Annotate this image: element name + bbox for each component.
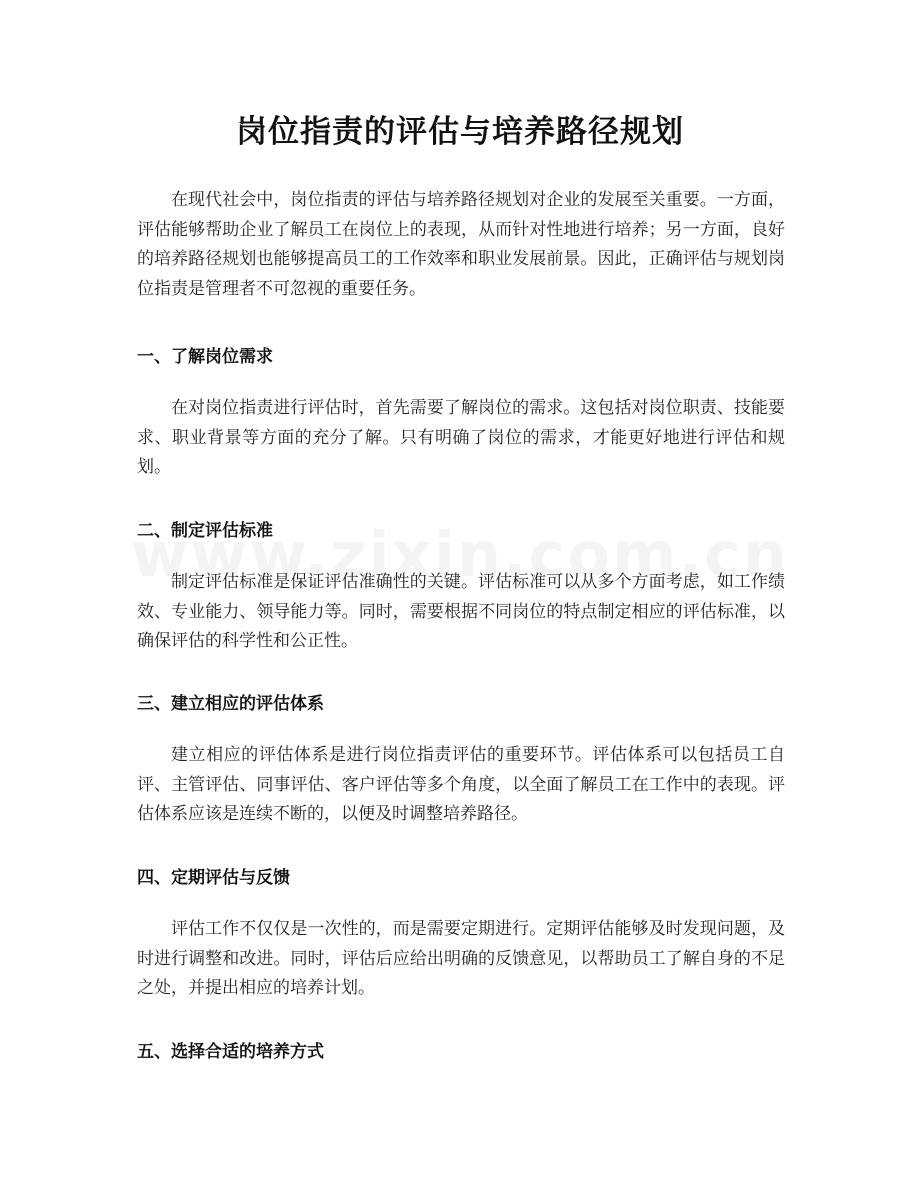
section-heading-1: 一、了解岗位需求	[137, 347, 273, 367]
section-body-2: 制定评估标准是保证评估准确性的关键。评估标准可以从多个方面考虑，如工作绩效、专业能力、领导能力等。同时，需要根据不同岗位的特点制定相应的评估标准，以确保评估的科学性和公正性。	[137, 572, 785, 651]
section-heading-3: 三、建立相应的评估体系	[137, 694, 324, 714]
section-body-1: 在对岗位指责进行评估时，首先需要了解岗位的需求。这包括对岗位职责、技能要求、职业背景等方面的充分了解。只有明确了岗位的需求，才能更好地进行评估和规划。	[137, 398, 785, 477]
section-heading-2: 二、制定评估标准	[137, 521, 273, 541]
section-heading-5: 五、选择合适的培养方式	[137, 1042, 324, 1062]
section-body-4: 评估工作不仅仅是一次性的，而是需要定期进行。定期评估能够及时发现问题，及时进行调整和改进。同时，评估后应给出明确的反馈意见，以帮助员工了解自身的不足之处，并提出相应的培养计划。	[137, 919, 785, 998]
section-heading-4: 四、定期评估与反馈	[137, 868, 290, 888]
document-title: 岗位指责的评估与培养路径规划	[236, 114, 684, 150]
intro-paragraph: 在现代社会中，岗位指责的评估与培养路径规划对企业的发展至关重要。一方面，评估能够帮助企业了解员工在岗位上的表现，从而针对性地进行培养；另一方面，良好的培养路径规划也能够提高员工的工作效率和职业发展前景。因此，正确评估与规划岗位指责是管理者不可忽视的重要任务。	[137, 190, 785, 299]
section-body-3: 建立相应的评估体系是进行岗位指责评估的重要环节。评估体系可以包括员工自评、主管评估、同事评估、客户评估等多个角度，以全面了解员工在工作中的表现。评估体系应该是连续不断的，以便及时调整培养路径。	[137, 745, 785, 824]
